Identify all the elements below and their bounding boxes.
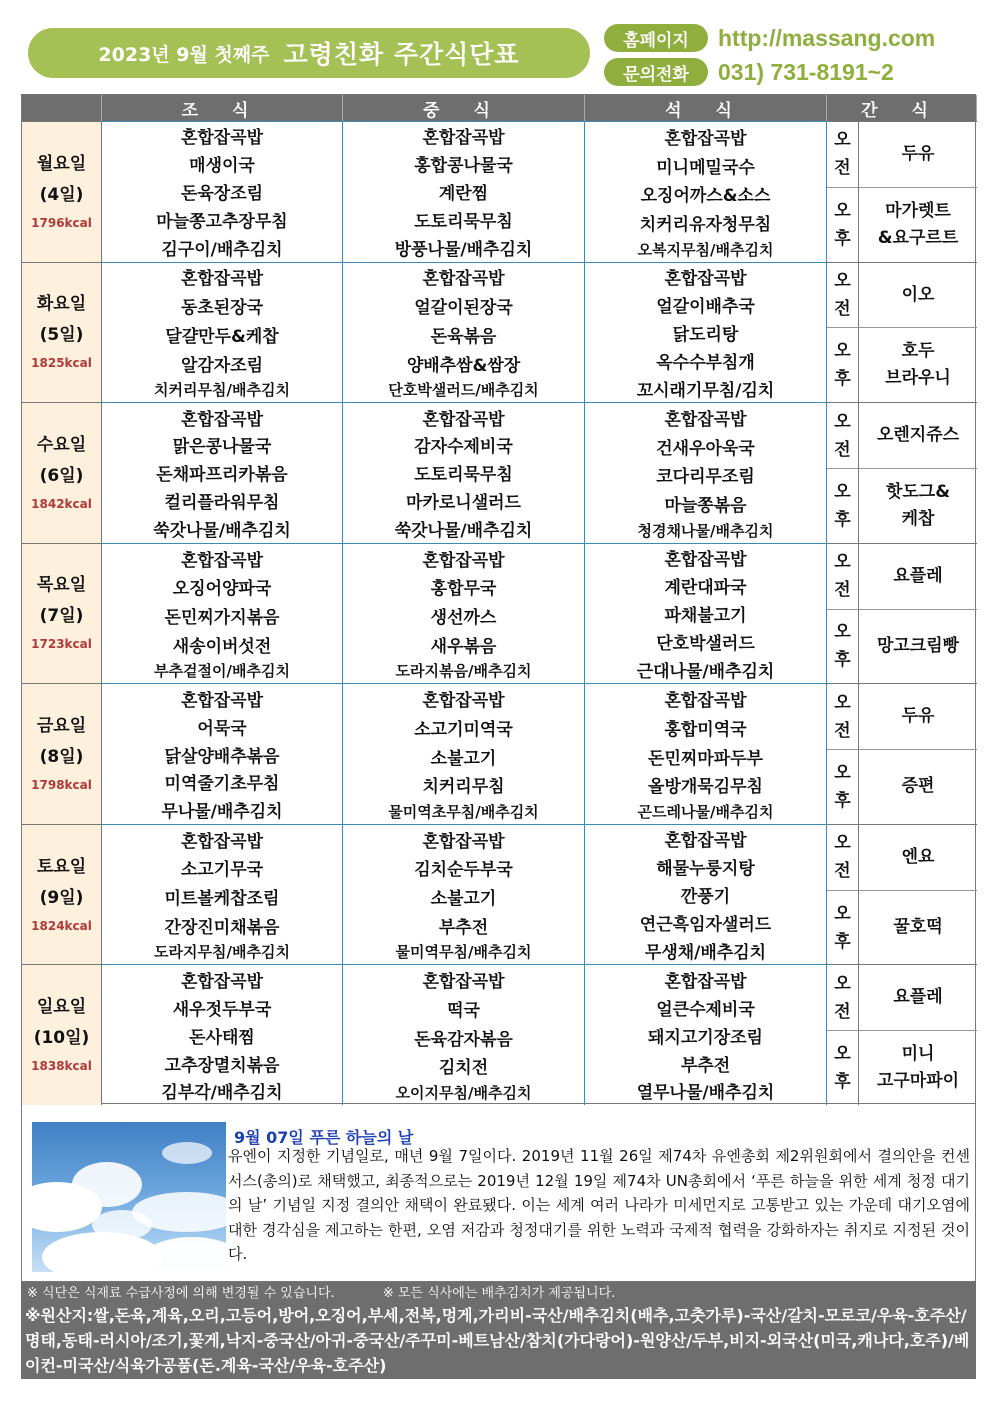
menu-item: 미트볼케찹조림 [164, 889, 280, 910]
breakfast-cell [102, 402, 343, 543]
day-date: (5일) [39, 325, 84, 346]
dinner-cell [585, 683, 827, 824]
snack-cell [827, 121, 977, 262]
menu-item: 혼합잡곡밥 [664, 550, 747, 571]
day-cell [22, 683, 102, 824]
menu-item: 청경채나물/배추김치 [637, 521, 774, 540]
menu-item: 홍합무국 [430, 579, 497, 600]
menu-item: 도라지볶음/배추김치 [395, 662, 532, 681]
menu-item: 물미역무침/배추김치 [395, 943, 532, 962]
menu-item: 혼합잡곡밥 [422, 691, 505, 712]
snack-am: 요플레 [893, 987, 943, 1008]
snack-am: 엔요 [901, 846, 935, 867]
menu-item: 맑은콩나물국 [172, 437, 272, 458]
menu-item: 곤드레나물/배추김치 [637, 802, 774, 821]
menu-title [28, 28, 590, 78]
pm-char: 오 [834, 762, 851, 783]
menu-item: 알감자조림 [180, 355, 264, 376]
menu-item: 돈육볶음 [430, 326, 497, 347]
day-date: (8일) [39, 747, 84, 768]
dinner-cell [585, 262, 827, 403]
snack-pm: 호두 브라우니 [859, 327, 977, 402]
sky-image [32, 1122, 226, 1272]
breakfast-cell [102, 964, 343, 1105]
day-kcal: 1798kcal [31, 778, 92, 793]
header-dinner: 석 식 [585, 95, 827, 121]
menu-item: 혼합잡곡밥 [180, 831, 264, 852]
am-char: 오 [834, 411, 851, 432]
menu-item: 김부각/배추김치 [161, 1083, 283, 1104]
pm-char: 오 [834, 341, 851, 362]
day-name: 화요일 [36, 294, 87, 315]
lunch-cell [343, 121, 585, 262]
menu-item: 쑥갓나물/배추김치 [153, 521, 291, 542]
snack-cell [827, 262, 977, 403]
menu-item: 홍합미역국 [664, 719, 747, 740]
am-char: 오 [834, 271, 851, 291]
dinner-cell [585, 121, 827, 262]
menu-item: 떡국 [447, 1000, 480, 1021]
menu-item: 혼합잡곡밥 [664, 269, 747, 290]
phone-number: 031) 731-8191~2 [718, 58, 894, 85]
am-char: 전 [834, 580, 851, 601]
pm-label [827, 468, 859, 543]
day-date: (9일) [39, 887, 84, 908]
am-char: 오 [834, 973, 851, 994]
am-label [827, 684, 859, 749]
day-kcal: 1825kcal [31, 356, 92, 371]
menu-item: 닭도리탕 [672, 324, 739, 345]
am-char: 전 [834, 439, 851, 460]
day-date: (10일) [33, 1028, 90, 1049]
menu-item: 쑥갓나물/배추김치 [394, 521, 533, 542]
menu-item: 부추겉절이/배추김치 [154, 662, 290, 681]
header-snack: 간 식 [827, 95, 977, 121]
dinner-cell [585, 824, 827, 965]
day-cell [22, 402, 102, 543]
menu-item: 계란찜 [438, 184, 489, 205]
pm-char: 오 [834, 1044, 851, 1065]
pm-label [827, 327, 859, 402]
lunch-cell [343, 964, 585, 1105]
menu-item: 해물누룽지탕 [656, 859, 755, 880]
pm-char: 오 [834, 481, 851, 502]
menu-item: 김치전 [438, 1058, 489, 1079]
menu-item: 혼합잡곡밥 [422, 269, 505, 290]
menu-item: 오징어까스&소스 [640, 186, 771, 207]
menu-item: 간장진미채볶음 [164, 917, 280, 938]
day-kcal: 1723kcal [31, 637, 92, 652]
day-cell [22, 824, 102, 965]
lunch-cell [343, 543, 585, 684]
weekly-menu-table [21, 94, 976, 1104]
menu-item: 달걀만두&케찹 [165, 326, 279, 347]
menu-item: 마카로니샐러드 [406, 493, 521, 514]
day-name: 금요일 [36, 716, 87, 737]
snack-pm: 꿀호떡 [859, 890, 977, 965]
day-kcal: 1838kcal [31, 1059, 92, 1074]
footer-notes [21, 1282, 976, 1303]
menu-item: 혼합잡곡밥 [422, 128, 505, 149]
homepage-link[interactable]: http://massang.com [718, 24, 936, 51]
homepage-row [604, 24, 935, 52]
menu-item: 열무나물/배추김치 [636, 1083, 775, 1104]
day-cell [22, 543, 102, 684]
menu-item: 어묵국 [197, 718, 247, 739]
menu-item: 고추장멸치볶음 [164, 1055, 280, 1076]
menu-item: 파채불고기 [664, 605, 747, 626]
info-title: 9월 07일 푸른 하늘의 날 [234, 1128, 414, 1147]
am-char: 오 [834, 692, 851, 713]
snack-cell [827, 402, 977, 543]
homepage-label: 홈페이지 [604, 24, 708, 52]
pm-char: 오 [834, 200, 851, 221]
header-lunch: 중 식 [343, 95, 585, 121]
title-main: 고령친화 주간식단표 [283, 40, 520, 69]
day-cell [22, 121, 102, 262]
menu-item: 양배추쌈&쌈장 [406, 355, 521, 376]
menu-item: 돈육장조림 [180, 184, 264, 205]
snack-pm: 미니 고구마파이 [859, 1030, 977, 1105]
am-label [827, 965, 859, 1030]
menu-item: 닭살양배추볶음 [164, 746, 280, 767]
menu-item: 새우젓두부국 [172, 999, 272, 1020]
day-name: 수요일 [36, 434, 87, 455]
am-label [827, 403, 859, 468]
menu-item: 미니메밀국수 [656, 157, 755, 178]
phone-label: 문의전화 [604, 58, 708, 86]
menu-item: 얼갈이배추국 [656, 296, 755, 317]
menu-item: 부추전 [680, 1055, 731, 1076]
menu-item: 마늘쫑고추장무침 [156, 212, 288, 233]
day-kcal: 1824kcal [31, 918, 92, 933]
breakfast-cell [102, 262, 343, 403]
menu-item: 혼합잡곡밥 [180, 550, 264, 571]
title-week: 2023년 9월 첫째주 [98, 43, 270, 66]
am-char: 전 [834, 720, 851, 741]
menu-item: 오징어양파국 [172, 579, 272, 600]
menu-item: 돈육감자볶음 [414, 1029, 513, 1050]
pm-char: 후 [834, 369, 851, 390]
am-label [827, 544, 859, 609]
menu-item: 소고기미역국 [414, 719, 513, 740]
snack-am: 두유 [901, 143, 935, 164]
snack-am: 요플레 [893, 565, 943, 586]
menu-item: 오이지무침/배추김치 [395, 1084, 532, 1103]
menu-item: 도토리묵무침 [414, 465, 513, 486]
menu-item: 혼합잡곡밥 [664, 691, 747, 712]
breakfast-cell [102, 824, 343, 965]
pm-char: 오 [834, 622, 851, 643]
breakfast-cell [102, 543, 343, 684]
pm-label [827, 749, 859, 824]
am-label [827, 122, 859, 187]
pm-char: 후 [834, 509, 851, 530]
menu-item: 미역줄기초무침 [164, 774, 280, 795]
menu-item: 감자수제비국 [414, 437, 513, 458]
day-name: 월요일 [36, 153, 87, 174]
menu-item: 혼합잡곡밥 [422, 550, 505, 571]
menu-item: 무생채/배추김치 [644, 942, 767, 963]
pm-char: 후 [834, 1072, 851, 1093]
am-label [827, 263, 859, 328]
menu-item: 혼합잡곡밥 [422, 409, 505, 430]
menu-item: 물미역초무침/배추김치 [388, 802, 539, 821]
snack-pm: 증편 [859, 749, 977, 824]
pm-label [827, 1030, 859, 1105]
menu-item: 치커리무침/배추김치 [154, 381, 290, 400]
menu-item: 깐풍기 [680, 887, 731, 908]
am-char: 전 [834, 861, 851, 882]
menu-item: 치커리무침 [422, 777, 505, 798]
menu-item: 도라지무침/배추김치 [154, 943, 290, 962]
menu-item: 계란대파국 [664, 578, 747, 599]
menu-item: 매생이국 [189, 156, 255, 177]
menu-item: 연근흑임자샐러드 [639, 914, 772, 935]
am-char: 전 [834, 1001, 851, 1022]
menu-item: 돈민찌가지볶음 [164, 607, 280, 628]
menu-item: 혼합잡곡밥 [664, 831, 747, 852]
menu-item: 홍합콩나물국 [414, 156, 513, 177]
am-char: 전 [834, 299, 851, 319]
menu-item: 혼합잡곡밥 [180, 409, 264, 430]
menu-item: 무나물/배추김치 [161, 802, 283, 823]
info-box [21, 1104, 976, 1282]
day-date: (6일) [39, 465, 84, 486]
dinner-cell [585, 402, 827, 543]
day-date: (4일) [39, 184, 84, 205]
menu-item: 김치순두부국 [414, 860, 513, 881]
snack-cell [827, 683, 977, 824]
breakfast-cell [102, 121, 343, 262]
pm-label [827, 187, 859, 262]
menu-item: 혼합잡곡밥 [664, 409, 747, 430]
snack-am: 이오 [901, 284, 935, 305]
menu-item: 생선까스 [430, 607, 497, 628]
menu-item: 소고기무국 [180, 860, 264, 881]
origin-info: ※원산지:쌀,돈육,계육,오리,고등어,방어,오징어,부세,전복,멍게,가리비-국산/배추김치(배추,고춧가루)-국산/갈치-모로코/우육-호주산/명태,동태-러시아/조기,꽃게,낙지-중국산/아귀-중국산/주꾸미-베트남산/참치(가다랑어)-원양산/두부,비지-외국산(미국,캐나다,호주)/베이컨-미국산/식육가공품(돈.계육-국산/우육-호주산) [25, 1306, 970, 1375]
menu-item: 새우볶음 [430, 636, 497, 657]
am-char: 오 [834, 552, 851, 573]
snack-cell [827, 824, 977, 965]
menu-item: 돈사태찜 [189, 1027, 255, 1048]
am-label [827, 825, 859, 890]
menu-item: 부추전 [438, 917, 489, 938]
pm-char: 오 [834, 903, 851, 924]
pm-label [827, 609, 859, 684]
menu-item: 단호박샐러드/배추김치 [388, 381, 539, 400]
menu-item: 혼합잡곡밥 [422, 831, 505, 852]
header-breakfast: 조 식 [102, 95, 343, 121]
menu-item: 혼합잡곡밥 [180, 690, 264, 711]
day-name: 일요일 [36, 997, 87, 1018]
pm-char: 후 [834, 931, 851, 952]
lunch-cell [343, 824, 585, 965]
menu-item: 올방개묵김무침 [648, 777, 763, 798]
pm-char: 후 [834, 228, 851, 249]
am-char: 오 [834, 130, 851, 151]
menu-item: 동초된장국 [180, 298, 264, 319]
dinner-cell [585, 543, 827, 684]
menu-item: 코다리무조림 [656, 467, 755, 488]
snack-am: 두유 [901, 706, 935, 727]
breakfast-cell [102, 683, 343, 824]
day-cell [22, 262, 102, 403]
menu-item: 혼합잡곡밥 [180, 269, 264, 290]
menu-item: 도토리묵무침 [414, 212, 513, 233]
menu-item: 오복지무침/배추김치 [637, 240, 774, 259]
am-char: 전 [834, 158, 851, 179]
day-cell [22, 964, 102, 1105]
menu-item: 김구이/배추김치 [161, 240, 283, 261]
menu-item: 단호박샐러드 [656, 633, 755, 654]
note-change: ※ 식단은 식재료 수급사정에 의해 변경될 수 있습니다. [27, 1286, 335, 1301]
header-blank [22, 95, 102, 121]
snack-pm: 마가렛트 &요구르트 [859, 187, 977, 262]
menu-item: 꼬시래기무침/김치 [636, 380, 775, 401]
snack-pm: 핫도그& 케찹 [859, 468, 977, 543]
menu-item: 혼합잡곡밥 [664, 971, 747, 992]
menu-item: 혼합잡곡밥 [180, 971, 264, 992]
menu-item: 얼갈이된장국 [414, 298, 513, 319]
menu-item: 치커리유자청무침 [639, 214, 772, 235]
menu-item: 돈채파프리카볶음 [156, 465, 288, 486]
day-date: (7일) [39, 606, 84, 627]
snack-pm: 망고크림빵 [859, 609, 977, 684]
menu-item: 마늘쫑볶음 [664, 496, 747, 517]
menu-item: 옥수수부침개 [656, 352, 755, 373]
footer [21, 1282, 976, 1379]
snack-cell [827, 543, 977, 684]
lunch-cell [343, 402, 585, 543]
menu-item: 소불고기 [430, 889, 497, 910]
pm-label [827, 890, 859, 965]
am-char: 오 [834, 833, 851, 854]
phone-row [604, 58, 894, 86]
menu-item: 건새우아욱국 [656, 438, 755, 459]
lunch-cell [343, 262, 585, 403]
lunch-cell [343, 683, 585, 824]
menu-item: 혼합잡곡밥 [422, 972, 505, 993]
menu-item: 컬리플라워무침 [164, 493, 280, 514]
menu-item: 얼큰수제비국 [656, 999, 755, 1020]
day-kcal: 1796kcal [31, 215, 92, 230]
pm-char: 후 [834, 650, 851, 671]
snack-am: 오렌지쥬스 [876, 425, 960, 446]
day-name: 토요일 [36, 856, 87, 877]
note-kimchi: ※ 모든 식사에는 배추김치가 제공됩니다. [382, 1286, 616, 1301]
pm-char: 후 [834, 790, 851, 811]
snack-cell [827, 964, 977, 1105]
menu-item: 새송이버섯전 [172, 636, 272, 657]
menu-item: 소불고기 [430, 748, 497, 769]
menu-item: 혼합잡곡밥 [180, 128, 264, 149]
menu-item: 혼합잡곡밥 [664, 128, 747, 149]
dinner-cell [585, 964, 827, 1105]
menu-item: 근대나물/배추김치 [636, 661, 775, 682]
info-text: 유엔이 지정한 기념일로, 매년 9월 7일이다. 2019년 11월 26일 제74차 유엔총회 제2위원회에서 결의안을 컨센서스(총의)로 채택했고, 최종적으로는 2019년 12월 19일 제74차 UN총회에서 ‘푸른 하늘을 위한 세계 청정 대기의 날’ 기념일 지정 결의안 채택이 완료됐다. 이는 세계 여러 나라가 미세먼지로 고통받고 있는 가운데 대기오염에 대한 경각심을 제고하는 한편, 오염 저감과 청정대기를 위한 노력과 국제적 협력을 강화하자는 취지로 지정된 것이다. [228, 1147, 970, 1263]
day-kcal: 1842kcal [31, 496, 92, 511]
menu-item: 돈민찌마파두부 [648, 748, 763, 769]
menu-item: 방풍나물/배추김치 [394, 240, 533, 261]
menu-item: 돼지고기장조림 [648, 1027, 763, 1048]
day-name: 목요일 [36, 575, 87, 596]
